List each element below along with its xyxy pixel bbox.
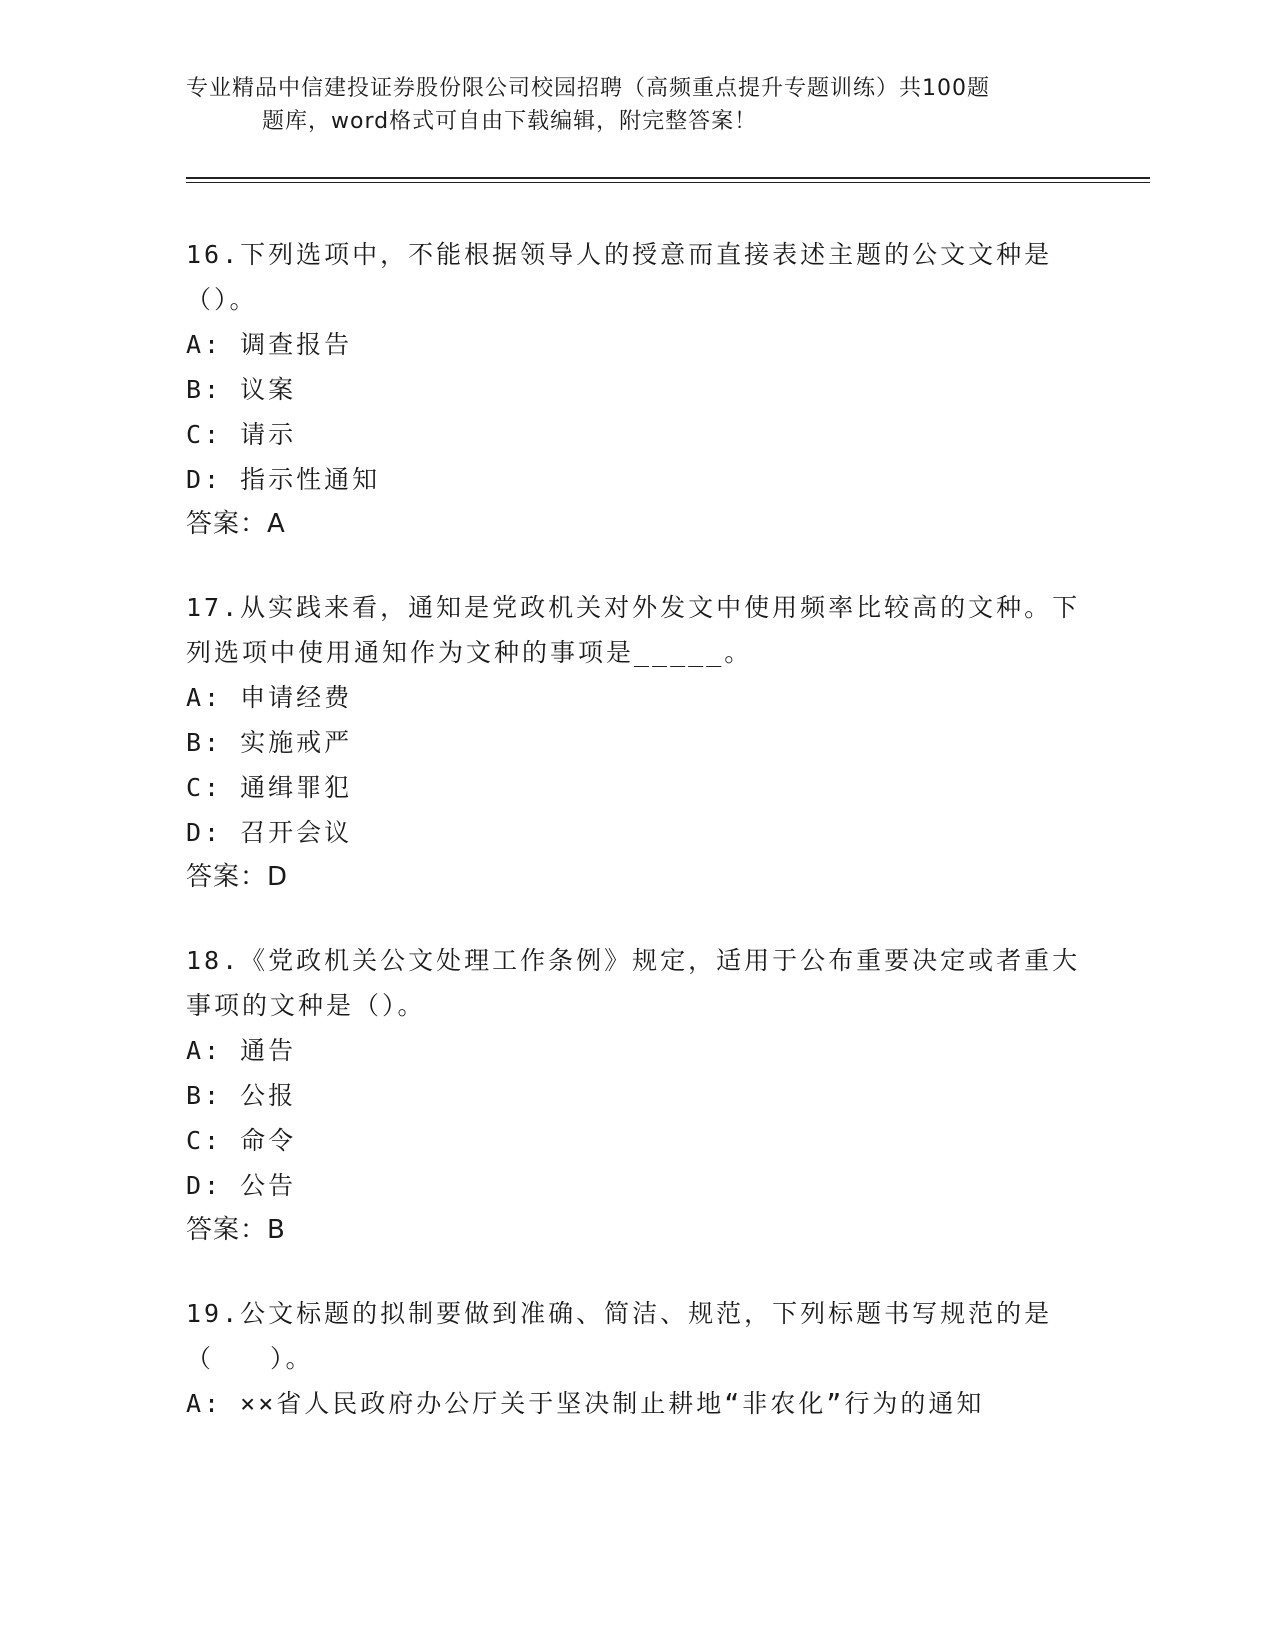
question-list [186, 232, 1086, 1464]
question-text: 16.下列选项中，不能根据领导人的授意而直接表述主题的公文文种是（）。 [186, 240, 1053, 314]
option-c: C: 通缉罪犯 [186, 773, 353, 802]
option-a: A: 通告 [186, 1036, 297, 1065]
question-18 [186, 938, 1086, 1253]
option-b: B: 公报 [186, 1081, 297, 1110]
option-d: D: 公告 [186, 1171, 297, 1200]
question-text: 17.从实践来看，通知是党政机关对外发文中使用频率比较高的文种。下列选项中使用通知作为文种的事项是_____。 [186, 593, 1081, 667]
header-divider [186, 177, 1150, 179]
answer: 答案：A [186, 509, 286, 539]
option-a: A: ××省人民政府办公厅关于坚决制止耕地“非农化”行为的通知 [186, 1389, 985, 1418]
option-b: B: 议案 [186, 375, 297, 404]
option-a: A: 调查报告 [186, 330, 353, 359]
header-line-2: 题库，word格式可自由下载编辑，附完整答案！ [262, 109, 758, 134]
answer: 答案：B [186, 1215, 286, 1245]
question-text: 19.公文标题的拟制要做到准确、简洁、规范，下列标题书写规范的是（ ）。 [186, 1299, 1053, 1373]
option-a: A: 申请经费 [186, 683, 353, 712]
option-c: C: 请示 [186, 420, 297, 449]
header-divider-thin [186, 182, 1150, 183]
option-d: D: 召开会议 [186, 818, 353, 847]
question-text: 18.《党政机关公文处理工作条例》规定，适用于公布重要决定或者重大事项的文种是（）。 [186, 946, 1081, 1020]
header-line-1: 专业精品中信建投证券股份限公司校园招聘（高频重点提升专题训练）共100题 [186, 76, 990, 101]
question-16 [186, 232, 1086, 547]
answer: 答案：D [186, 862, 289, 892]
option-d: D: 指示性通知 [186, 465, 381, 494]
question-19 [186, 1291, 1086, 1426]
question-17 [186, 585, 1086, 900]
document-header [186, 72, 1066, 138]
option-b: B: 实施戒严 [186, 728, 353, 757]
option-c: C: 命令 [186, 1126, 297, 1155]
